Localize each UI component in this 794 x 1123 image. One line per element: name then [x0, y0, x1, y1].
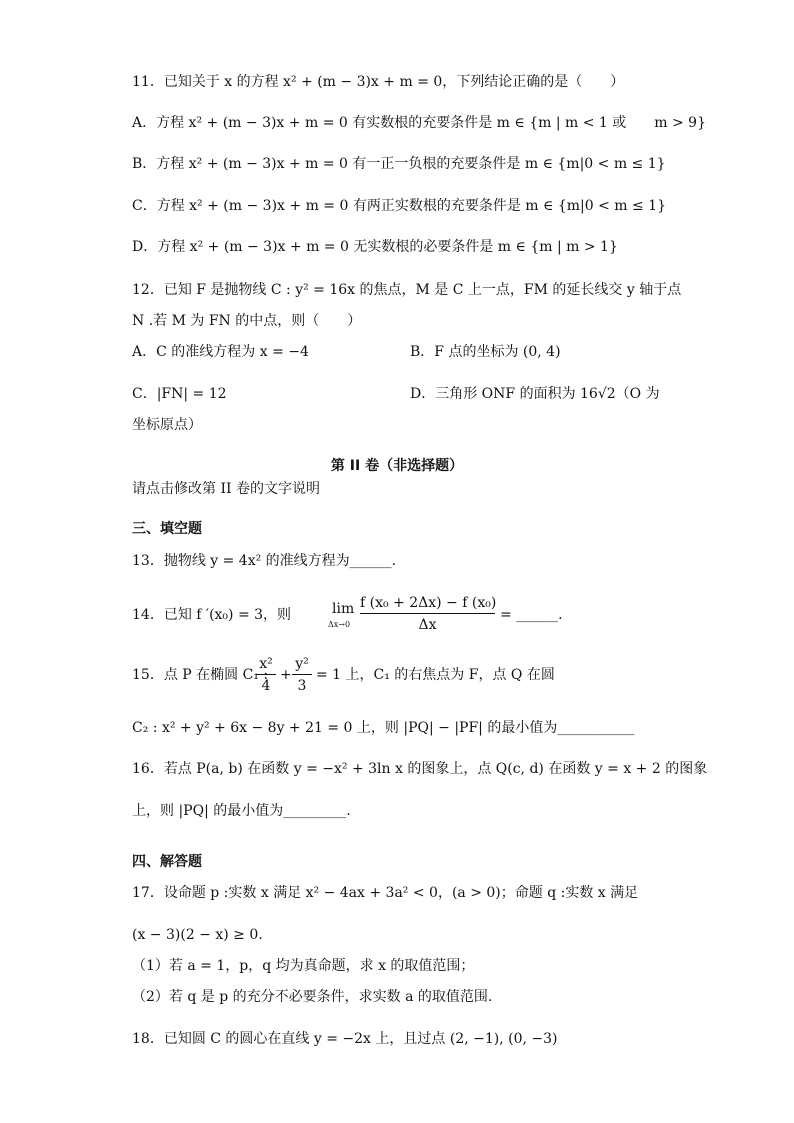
q17-line2: (x − 3)(2 − x) ≥ 0.: [132, 927, 263, 943]
section-fill-in-heading: 三、填空题: [132, 521, 202, 537]
q11-option-a: A．方程 x² + (m − 3)x + m = 0 有实数根的充要条件是 m ∈ {m | m < 1 或 m > 9}: [132, 115, 706, 131]
part2-note: 请点击修改第 II 卷的文字说明: [132, 481, 320, 497]
q15-frac1-den: 4: [261, 678, 271, 694]
q12-option-d-cont: 坐标原点）: [132, 417, 202, 433]
q15-prefix: 15．点 P 在椭圆 C₁ :: [132, 667, 269, 683]
q15-frac2-bar: [292, 674, 312, 675]
q14-fraction-bar: [360, 613, 495, 614]
q14-suffix: = ______.: [500, 607, 563, 623]
q12-option-a: A．C 的准线方程为 x = −4: [132, 344, 309, 360]
q11-option-c: C．方程 x² + (m − 3)x + m = 0 有两正实数根的充要条件是 m ∈ {m|0 < m ≤ 1}: [132, 198, 666, 214]
q12-option-b: B．F 点的坐标为 (0, 4): [410, 344, 561, 360]
q14-fraction-num: f (x₀ + 2Δx) − f (x₀): [360, 595, 497, 611]
q16-line2: 上，则 |PQ| 的最小值为_________.: [132, 803, 351, 819]
q12-option-c: C．|FN| = 12: [132, 386, 227, 402]
q17-sub1: （1）若 a = 1，p，q 均为真命题，求 x 的取值范围；: [132, 958, 475, 974]
q16-line1: 16．若点 P(a, b) 在函数 y = −x² + 3ln x 的图象上，点 Q(c, d) 在函数 y = x + 2 的图象: [132, 761, 708, 777]
q14-lim-sub: Δx→0: [328, 620, 351, 629]
q12-stem-line1: 12．已知 F 是抛物线 C : y² = 16x 的焦点，M 是 C 上一点，FM 的延长线交 y 轴于点: [132, 282, 682, 298]
q15-line2: C₂ : x² + y² + 6x − 8y + 21 = 0 上，则 |PQ| − |PF| 的最小值为___________: [132, 720, 635, 736]
q14-lim: lim: [332, 601, 355, 617]
part2-title: 第 II 卷（非选择题）: [330, 458, 464, 474]
section-answer-heading: 四、解答题: [132, 854, 202, 870]
q14-fraction-den: Δx: [418, 617, 437, 633]
q17-line1: 17．设命题 p :实数 x 满足 x² − 4ax + 3a² < 0，(a > 0)；命题 q :实数 x 满足: [132, 885, 639, 901]
q13: 13．抛物线 y = 4x² 的准线方程为______.: [132, 553, 397, 569]
q15-frac2-den: 3: [297, 678, 307, 694]
q15-plus: +: [280, 667, 292, 683]
q12-stem-line2: N .若 M 为 FN 的中点，则（ ）: [132, 313, 362, 329]
q12-option-d: D．三角形 ONF 的面积为 16√2（O 为: [410, 386, 660, 402]
q11-stem: 11．已知关于 x 的方程 x² + (m − 3)x + m = 0，下列结论正确的是（ ）: [132, 74, 625, 90]
q15-frac1-bar: [256, 674, 276, 675]
q18: 18．已知圆 C 的圆心在直线 y = −2x 上，且过点 (2, −1), (0, −3): [132, 1031, 558, 1047]
q17-sub2: （2）若 q 是 p 的充分不必要条件，求实数 a 的取值范围.: [132, 989, 493, 1005]
q11-option-d: D．方程 x² + (m − 3)x + m = 0 无实数根的必要条件是 m ∈ {m | m > 1}: [132, 239, 618, 255]
q15-frac1-num: x²: [259, 656, 273, 672]
q11-option-b: B．方程 x² + (m − 3)x + m = 0 有一正一负根的充要条件是 m ∈ {m|0 < m ≤ 1}: [132, 156, 666, 172]
q15-suffix: = 1 上，C₁ 的右焦点为 F，点 Q 在圆: [316, 667, 555, 683]
q15-frac2-num: y²: [295, 656, 309, 672]
q14-prefix: 14．已知 f ′(x₀) = 3，则: [132, 607, 292, 623]
